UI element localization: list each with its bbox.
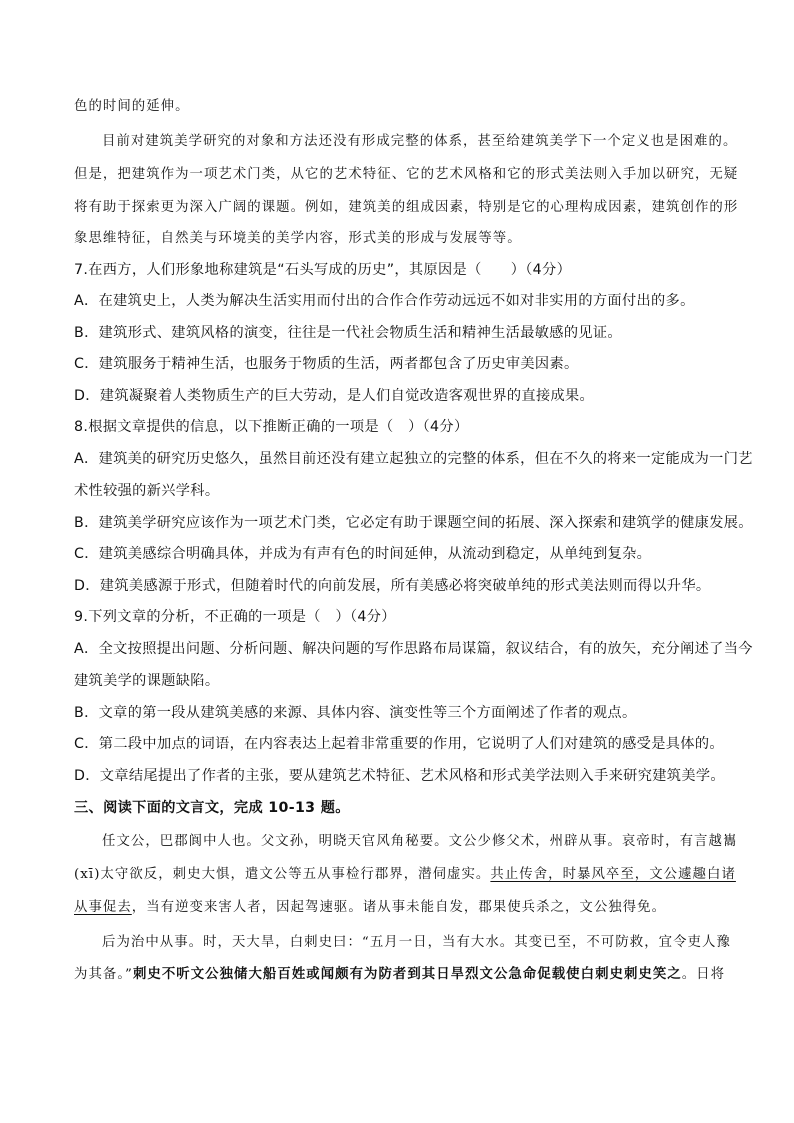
classical-text-line-3-rest: ，当有逆变来害人者，因起驾速驱。诸从事未能自发，郡果使兵杀之，文公独得免。: [131, 900, 667, 915]
passage-line-3: 但是，把建筑作为一项艺术门类，从它的艺术特征、它的艺术风格和它的形式美法则入手加以研究，无疑: [74, 167, 739, 182]
classical-text-underlined-phrase-end: 从事促去: [74, 900, 132, 915]
question-8-stem: 8.根据文章提供的信息，以下推断正确的一项是（ ）（4分）: [74, 419, 469, 435]
classical-text-line-5-end: 。日将: [681, 967, 726, 982]
classical-text-line-5: [74, 963, 725, 986]
classical-text-line-2: [74, 864, 736, 886]
question-7-stem: 7.在西方，人们形象地称建筑是“石头写成的历史”，其原因是（ ）（4分）: [74, 262, 572, 278]
question-8-option-b: B．建筑美学研究应该作为一项艺术门类，它必定有助于课题空间的拓展、深入探索和建筑学的健康发展。: [74, 515, 753, 531]
question-9-option-b: B．文章的第一段从建筑美感的来源、具体内容、演变性等三个方面阐述了作者的观点。: [74, 705, 637, 721]
question-8-option-a: A．建筑美的研究历史悠久，虽然目前还没有建立起独立的完整的体系，但在不久的将来一定能成为一门艺: [74, 451, 753, 467]
classical-text-bold-sentence: 刺史不听文公独储大船百姓或闻颇有为防者到其日旱烈文公急命促载使白刺史刺史笑之: [132, 966, 682, 982]
question-9-stem: 9.下列文章的分析，不正确的一项是（ ）（4分）: [74, 609, 396, 625]
passage-line-2: 目前对建筑美学研究的对象和方法还没有形成完整的体系，甚至给建筑美学下一个定义也是困难的。: [102, 134, 738, 149]
classical-text-line-1: 任文公，巴郡阆中人也。父文孙，明晓天官风角秘要。文公少修父术，州辟从事。哀帝时，有言越巂: [102, 834, 738, 849]
question-8-option-a-cont: 术性较强的新兴学科。: [74, 483, 220, 499]
classical-text-line-2-plain: (xī)太守欲反，刺史大惧，遣文公等五从事检行郡界，潜伺虚实。: [74, 867, 491, 882]
classical-text-line-4: 后为治中从事。时，天大旱，白刺史曰：“五月一日，当有大水。其变已至，不可防救，宜令吏人豫: [102, 935, 731, 950]
question-9-option-c: C．第二段中加点的词语，在内容表达上起着非常重要的作用，它说明了人们对建筑的感受是具体的。: [74, 736, 724, 752]
section-3-heading: 三、阅读下面的文言文，完成 10-13 题。: [74, 800, 350, 816]
passage-line-5: 象思维特征，自然美与环境美的美学内容，形式美的形成与发展等等。: [74, 231, 522, 246]
question-7-option-c: C．建筑服务于精神生活，也服务于物质的生活，两者都包含了历史审美因素。: [74, 356, 579, 372]
question-7-option-d: D．建筑凝聚着人类物质生产的巨大劳动，是人们自觉改造客观世界的直接成果。: [74, 388, 595, 404]
passage-line-1: 色的时间的延伸。: [74, 99, 190, 114]
classical-text-line-3: [74, 897, 666, 919]
question-8-option-d: D．建筑美感源于形式，但随着时代的向前发展，所有美感必将突破单纯的形式美法则而得以升华。: [74, 578, 711, 594]
question-8-option-c: C．建筑美感综合明确具体，并成为有声有色的时间延伸，从流动到稳定，从单纯到复杂。: [74, 546, 652, 562]
question-7-option-a: A．在建筑史上，人类为解决生活实用而付出的合作合作劳动远远不如对非实用的方面付出的多。: [74, 293, 695, 309]
classical-text-line-5-start: 为其备。”: [74, 967, 133, 982]
question-7-option-b: B．建筑形式、建筑风格的演变，往往是一代社会物质生活和精神生活最敏感的见证。: [74, 325, 622, 341]
passage-line-4: 将有助于探索更为深入广阔的课题。例如，建筑美的组成因素，特别是它的心理构成因素，建筑创作的形: [74, 200, 739, 215]
classical-text-underlined-phrase: 共止传舍，时暴风卒至，文公遽趣白诸: [490, 867, 736, 882]
question-9-option-d: D．文章结尾提出了作者的主张，要从建筑艺术特征、艺术风格和形式美学法则入手来研究建筑美学。: [74, 768, 725, 784]
question-9-option-a: A．全文按照提出问题、分析问题、解决问题的写作思路布局谋篇，叙议结合，有的放矢，充分阐述了当今: [74, 641, 753, 657]
question-9-option-a-cont: 建筑美学的课题缺陷。: [74, 673, 220, 689]
